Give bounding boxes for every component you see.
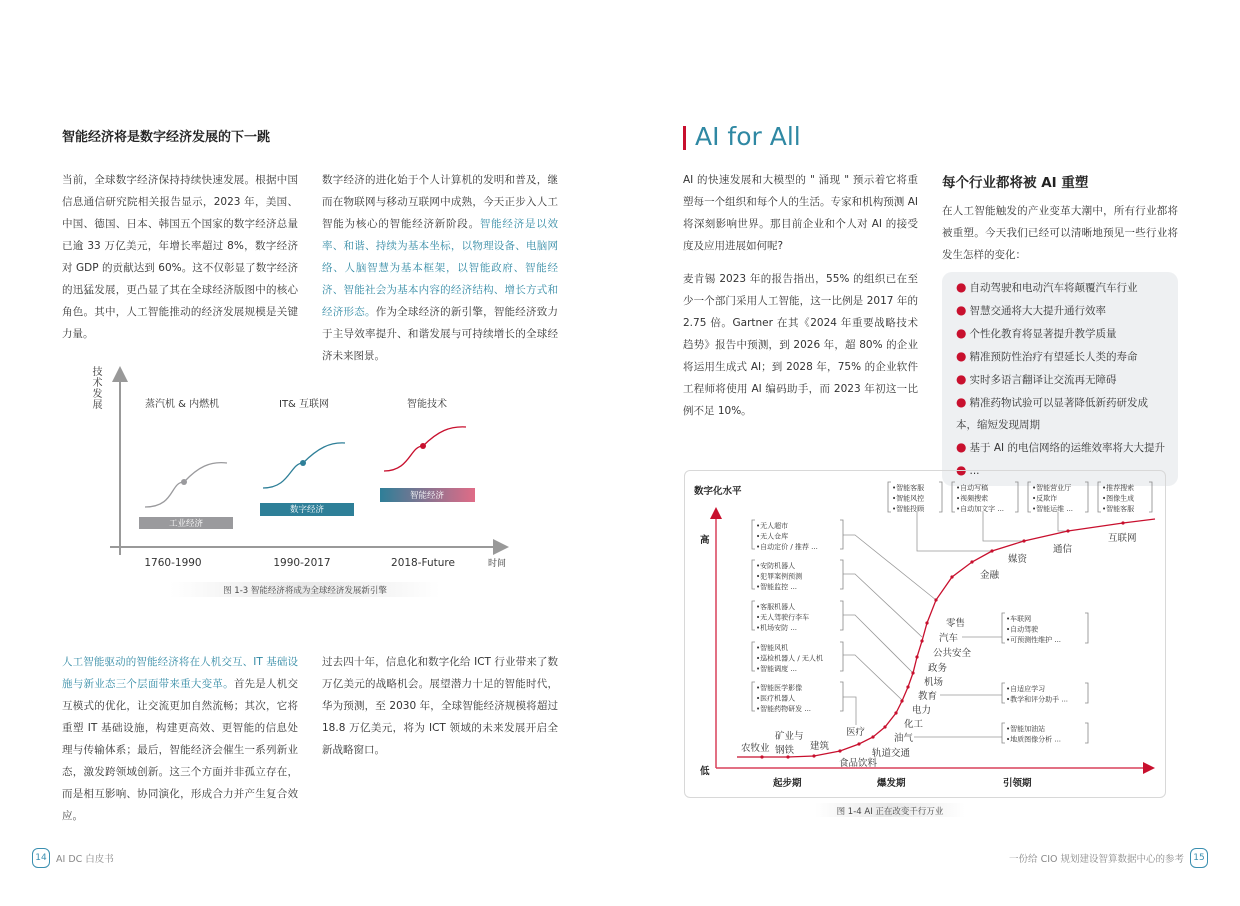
curve-point <box>883 725 886 728</box>
period-label: 1990-2017 <box>273 557 331 569</box>
curve-point <box>857 742 860 745</box>
bracket-right <box>1085 683 1088 703</box>
use-case-item: •自动写稿 <box>956 484 989 492</box>
footer-title: AI DC 白皮书 <box>56 854 114 865</box>
era-tech-label: 智能技术 <box>407 399 447 410</box>
bracket-left <box>752 520 755 549</box>
phase-label: 起步期 <box>773 778 802 789</box>
era-tech-label: 蒸汽机 & 内燃机 <box>145 399 220 410</box>
use-case-item: •可预测性维护 ... <box>1006 636 1062 644</box>
use-case-item: •智能投顾 <box>892 505 925 513</box>
connector-line <box>843 615 913 673</box>
industry-label: 电力 <box>912 705 932 716</box>
economy-label: 工业经济 <box>168 519 204 529</box>
use-case-item: •巡检机器人 / 无人机 <box>756 654 823 663</box>
use-case-item: •自动定价 / 推荐 ... <box>756 543 818 551</box>
page-title: AI for All <box>695 122 801 151</box>
curve-point <box>900 699 903 702</box>
industry-label: 农牧业 <box>741 743 770 754</box>
bracket-right <box>939 482 942 512</box>
section-intro: 在人工智能触发的产业变革大潮中，所有行业都将被重塑。今天我们已经可以清晰地预见一些行业将发生怎样的变化： <box>942 205 1178 261</box>
use-case-item: •自动驾驶 <box>1006 625 1039 634</box>
period-label: 2018-Future <box>391 557 455 569</box>
industry-label: 机场 <box>924 677 944 688</box>
use-case-item: •安防机器人 <box>756 562 796 570</box>
industry-label: 油气 <box>894 733 914 744</box>
industry-label: 金融 <box>980 570 1000 581</box>
use-case-item: •犯罪案例预测 <box>756 572 803 581</box>
y-axis-label: 数字化水平 <box>694 486 742 497</box>
list-item-text: 精准药物试验可以显著降低新药研发成本，缩短发现周期 <box>956 397 1148 431</box>
economy-label: 数字经济 <box>289 505 325 515</box>
bullet-icon: ● <box>956 372 967 386</box>
bracket-left <box>752 642 755 671</box>
curve-point <box>925 621 928 624</box>
list-item-text: 精准预防性治疗有望延长人类的寿命 <box>969 351 1138 363</box>
list-item-text: ... <box>969 465 980 477</box>
phase-label: 爆发期 <box>877 778 906 789</box>
connector-line <box>843 535 936 600</box>
use-case-item: •车联网 <box>1006 615 1032 623</box>
economy-label: 智能经济 <box>409 491 445 501</box>
bracket-right <box>840 601 843 630</box>
use-case-item: •无人超市 <box>756 522 789 530</box>
use-case-item: •智能调度 ... <box>756 665 798 673</box>
bullet-icon: ● <box>956 326 967 340</box>
bullet-icon: ● <box>956 303 967 317</box>
bracket-left <box>1002 613 1005 643</box>
industry-label: 媒资 <box>1008 554 1028 565</box>
curve-point <box>1022 539 1025 542</box>
footer-title: 一份给 CIO 规划建设智算数据中心的参考 <box>1009 854 1184 865</box>
industry-label: 通信 <box>1053 544 1073 555</box>
y-low-label: 低 <box>700 766 710 777</box>
figure-caption: 图 1-3 智能经济将成为全球经济发展新引擎 <box>223 586 387 596</box>
curve-point <box>950 575 953 578</box>
use-case-item: •无人驾驶行李车 <box>756 613 810 622</box>
curve-point <box>812 754 815 757</box>
highlight-text: 智能经济是以效率、和谐、持续为基本坐标，以物理设备、电脑网络、人脑智慧为基本框架，以智能政府、智能经济、智能社会为基本内容的经济结构、增长方式和经济形态。 <box>322 218 559 318</box>
industry-label: 医疗 <box>846 727 866 738</box>
bullet-icon: ● <box>956 463 967 477</box>
industry-label: 互联网 <box>1108 533 1137 544</box>
connector-line <box>843 697 856 725</box>
page-number: 14 <box>32 848 50 868</box>
use-case-item: •智能药物研发 ... <box>756 705 812 713</box>
list-item-text: 智慧交通将大大提升通行效率 <box>969 305 1106 317</box>
text-run: 首先是人机交互模式的优化，让交流更加自然流畅；其次，它将重塑 IT 基础设施，构建更高效、更智能的信息处理与传输体系；最后，智能经济会催生一系列新业态，激发跨领域创新。这三个方面并非孤立存在，而是相互影响、协同演化，形成合力并产生复合效应。 <box>62 678 299 822</box>
industry-label: 零售 <box>946 618 966 629</box>
list-item-text: 基于 AI 的电信网络的运维效率将大大提升 <box>969 442 1165 454</box>
left-section-title: 智能经济将是数字经济发展的下一跳 <box>62 130 271 145</box>
use-case-item: •智能运维 ... <box>1032 505 1074 513</box>
industry-label: 政务 <box>928 663 948 674</box>
bullet-icon: ● <box>956 280 967 294</box>
connector-line <box>843 574 922 637</box>
left-bottom-col2-paragraph: 过去四十年，信息化和数字化给 ICT 行业带来了数万亿美元的战略机会。展望潜力十足的智能时代，华为预测，至 2030 年，全球智能经济规模将超过 18.8 万亿美元，将为 ICT 领域的未来发展开启全新战略窗口。 <box>322 656 558 756</box>
use-case-item: •智能风机 <box>756 644 789 652</box>
industry-label: 汽车 <box>939 633 959 644</box>
use-case-item: •智能客服 <box>1102 505 1135 513</box>
y-high-label: 高 <box>700 535 710 546</box>
use-case-item: •无人仓库 <box>756 532 789 541</box>
left-col1-paragraph: 当前，全球数字经济保持持续快速发展。根据中国信息通信研究院相关报告显示，2023 年，美国、中国、德国、日本、韩国五个国家的数字经济总量已逾 33 万亿美元，年增长率超过 8%，数字经济对 GDP 的贡献达到 60%。这不仅彰显了数字经济的迅猛发展，更凸显了其在全球经济版图中的核心角色。其中，人工智能推动的经济发展规模是关键力量。 <box>62 174 298 340</box>
bracket-right <box>840 520 843 549</box>
bracket-right <box>840 682 843 711</box>
use-case-item: •智能加油站 <box>1006 725 1046 733</box>
bracket-right <box>1015 482 1018 512</box>
text-run: 数字经济的进化始于个人计算机的发明和普及，继而在物联网与移动互联网中成熟，今天正步入人工智能为核心的智能经济新阶段。 <box>322 174 558 230</box>
figure-caption: 图 1-4 AI 正在改变千行万业 <box>836 807 944 817</box>
industry-label: 化工 <box>904 719 924 730</box>
industry-label: 食品饮料 <box>839 758 878 769</box>
use-case-item: •自适应学习 <box>1006 685 1046 693</box>
curve-point <box>934 598 937 601</box>
use-case-item: •智能医学影像 <box>756 684 803 692</box>
bracket-left <box>752 560 755 589</box>
bracket-left <box>1002 723 1005 743</box>
list-item-text: 自动驾驶和电动汽车将颠覆汽车行业 <box>969 282 1138 294</box>
industry-label: 轨道交通 <box>872 748 911 759</box>
era-tech-label: IT& 互联网 <box>279 399 330 410</box>
connector-line <box>983 512 1024 541</box>
right-col1-paragraph-1: AI 的快速发展和大模型的 " 涌现 " 预示着它将重塑每一个组织和每个人的生活。专家和机构预测 AI 将深刻影响世界。那目前企业和个人对 AI 的接受度及应用进展如何呢? <box>683 174 918 252</box>
curve-point <box>894 711 897 714</box>
list-item-text: 个性化教育将显著提升教学质量 <box>969 328 1117 340</box>
industry-label: 公共安全 <box>933 648 972 659</box>
use-case-item: •医疗机器人 <box>756 694 796 703</box>
use-case-item: •教学和评分助手 ... <box>1006 695 1069 704</box>
bracket-right <box>1085 482 1088 512</box>
use-case-item: •智能监控 ... <box>756 583 798 591</box>
curve-point <box>906 685 909 688</box>
curve-point <box>838 749 841 752</box>
industry-label: 矿业与 <box>775 731 804 742</box>
connector-line <box>917 512 992 551</box>
use-case-item: •智能客服 <box>892 484 925 492</box>
curve-point <box>871 735 874 738</box>
curve-point <box>915 655 918 658</box>
curve-point <box>990 549 993 552</box>
use-case-item: •地质图像分析 ... <box>1006 735 1062 744</box>
use-case-item: •机场安防 ... <box>756 624 798 632</box>
bracket-left <box>952 482 955 512</box>
y-axis-label: 技术发展 <box>90 366 101 410</box>
bracket-left <box>1028 482 1031 512</box>
bullet-icon: ● <box>956 395 967 409</box>
use-case-item: •视频搜索 <box>956 494 989 503</box>
section-subtitle: 每个行业都将被 AI 重塑 <box>942 175 1089 191</box>
industry-label: 建筑 <box>810 741 830 752</box>
curve-point <box>1066 529 1069 532</box>
highlight-text: 人工智能驱动的智能经济将在人机交互、IT 基础设施与新业态三个层面带来重大变革。 <box>62 656 298 690</box>
curve-point <box>911 671 914 674</box>
curve-point <box>1121 521 1124 524</box>
connector-line <box>843 655 902 700</box>
bracket-left <box>888 482 891 512</box>
bullet-icon: ● <box>956 349 967 363</box>
right-col1-paragraph-2: 麦肯锡 2023 年的报告指出，55% 的组织已在至少一个部门采用人工智能，这一比例是 2017 年的 2.75 倍。Gartner 在其《2024 年重要战略技术趋势》报告中预测，到 2026 年，超 80% 的企业将运用生成式 AI；到 2028 年，75% 的企业软件工程师将使用 AI 编码助手，而 2023 年初这一比例不足 10%。 <box>683 273 918 417</box>
connector-line <box>1058 512 1068 531</box>
bracket-left <box>752 682 755 711</box>
bracket-left <box>1002 683 1005 703</box>
use-case-item: •图像生成 <box>1102 494 1135 503</box>
industry-label: 钢铁 <box>775 745 795 756</box>
industry-label: 教育 <box>918 691 938 702</box>
page-number: 15 <box>1190 848 1208 868</box>
bracket-left <box>752 601 755 630</box>
bullet-icon: ● <box>956 440 967 454</box>
phase-label: 引领期 <box>1003 778 1032 789</box>
bracket-right <box>840 560 843 589</box>
use-case-item: •自动加文字 ... <box>956 505 1005 513</box>
use-case-item: •客服机器人 <box>756 603 796 611</box>
curve-point <box>760 755 763 758</box>
curve-point <box>970 560 973 563</box>
use-case-item: •智能营业厅 <box>1032 484 1072 492</box>
bracket-right <box>840 642 843 671</box>
use-case-item: •反欺诈 <box>1032 494 1058 503</box>
bracket-right <box>1085 723 1088 743</box>
use-case-item: •智能风控 <box>892 494 925 503</box>
list-item-text: 实时多语言翻译让交流再无障碍 <box>969 374 1117 386</box>
bracket-left <box>1098 482 1101 512</box>
right-footer <box>1009 848 1208 868</box>
bracket-right <box>1149 482 1152 512</box>
period-label: 1760-1990 <box>144 557 202 569</box>
bracket-right <box>1085 613 1088 643</box>
text-run: 作为全球经济的新引擎，智能经济致力于主导效率提升、和谐发展与可持续增长的全球经济未来图景。 <box>322 306 559 362</box>
x-axis-label: 时间 <box>488 559 507 569</box>
use-case-item: •推荐搜索 <box>1102 484 1135 492</box>
curve-point <box>920 639 923 642</box>
